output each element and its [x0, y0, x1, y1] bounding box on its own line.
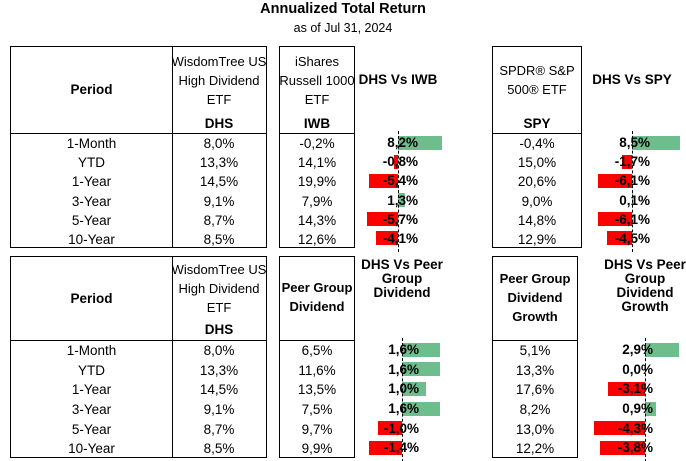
compare-value: -3,1% — [617, 381, 653, 397]
compare-row — [535, 419, 686, 439]
period-cell: 3-Year — [71, 402, 112, 417]
compare-value: -1,0% — [383, 420, 419, 436]
compare-row — [522, 191, 686, 210]
fund-name-line: Growth — [512, 308, 558, 324]
compare-header-line: DHS Vs IWB — [358, 72, 438, 87]
value-cell: 12,2% — [515, 441, 555, 457]
compare-value: 1,6% — [388, 401, 419, 416]
compare-row — [535, 399, 686, 419]
compare-row — [535, 360, 686, 380]
dhs-vs-iwb-column — [288, 46, 508, 248]
compare-value: 2,9% — [622, 342, 653, 357]
period-cell: 5-Year — [71, 212, 112, 228]
fund-name-line: ETF — [206, 91, 232, 107]
value-cell: 19,9% — [297, 174, 337, 190]
value-cell: 9,1% — [203, 193, 235, 209]
value-cell: 13,3% — [515, 362, 555, 378]
compare-value: -4,3% — [617, 420, 653, 436]
table-row — [11, 380, 266, 400]
period-cell: 1-Month — [66, 136, 117, 151]
compare-value: -6,1% — [614, 173, 650, 189]
value-cell: 14,5% — [199, 174, 239, 190]
fund-ticker: IWB — [303, 115, 331, 131]
compare-value: 0,9% — [622, 401, 653, 416]
value-cell: 8,2% — [519, 402, 551, 417]
compare-value: -4,1% — [382, 230, 418, 246]
table-benchmarks — [0, 46, 686, 248]
value-cell: 14,1% — [297, 155, 337, 171]
compare-header-line: Dividend — [373, 285, 431, 300]
value-cell: 9,0% — [521, 193, 553, 209]
fund-name-line: Peer Group — [281, 280, 353, 295]
compare-value: 1,3% — [387, 192, 418, 208]
fund-ticker: SPY — [523, 115, 551, 131]
value-cell: 14,3% — [297, 212, 337, 228]
compare-header-line: Group — [624, 271, 666, 286]
table-row — [11, 420, 266, 440]
dhs-vs-peer-dividend-growth-column — [535, 256, 686, 458]
fund-name-line: High Dividend — [178, 72, 260, 88]
value-cell: 8,7% — [203, 421, 235, 437]
value-cell: 13,5% — [297, 382, 337, 398]
value-cell: 14,5% — [199, 382, 239, 398]
compare-header — [522, 73, 686, 87]
compare-row — [292, 379, 512, 399]
value-cell: 8,5% — [203, 231, 235, 247]
compare-row — [288, 133, 508, 152]
period-cell: 1-Year — [71, 382, 112, 398]
table-row — [11, 361, 266, 381]
value-cell: 7,5% — [301, 402, 333, 417]
period-cell: 1-Year — [71, 174, 112, 190]
compare-value: -1,4% — [383, 440, 419, 456]
value-cell: 8,7% — [203, 212, 235, 228]
compare-header-line: DHS Vs Peer — [604, 257, 686, 272]
period-cell: YTD — [78, 155, 105, 171]
compare-row — [522, 229, 686, 248]
compare-value: 0,0% — [622, 361, 653, 377]
table-row — [11, 192, 266, 211]
value-cell: 6,5% — [301, 343, 333, 358]
fund-name-line: SPDR® S&P — [499, 63, 575, 78]
value-cell: 12,6% — [297, 231, 337, 247]
compare-row — [522, 152, 686, 171]
table-row — [11, 172, 266, 191]
table-row — [11, 400, 266, 420]
fund-name-line: Peer Group — [499, 270, 571, 286]
compare-row — [288, 210, 508, 229]
table-row — [11, 153, 266, 172]
fund-name-line: 500® ETF — [507, 82, 567, 97]
fund-name-line: Russell 1000 — [279, 72, 355, 88]
compare-value: -3,8% — [617, 440, 653, 456]
compare-row — [535, 438, 686, 458]
period-cell: 5-Year — [71, 421, 112, 437]
fund-name — [172, 47, 266, 113]
compare-row — [522, 210, 686, 229]
period-dhs-box — [10, 46, 267, 248]
value-cell: 13,0% — [515, 421, 555, 437]
compare-value: 1,6% — [388, 342, 419, 357]
dhs-vs-spy-column — [522, 46, 686, 248]
compare-row — [288, 171, 508, 190]
compare-value: -6,1% — [614, 211, 650, 227]
table-row — [11, 341, 266, 361]
fund-ticker: DHS — [204, 321, 234, 337]
compare-value: -5,7% — [382, 211, 418, 227]
table-row — [11, 439, 266, 459]
value-cell: 5,1% — [519, 343, 551, 358]
value-cell: 7,9% — [301, 193, 333, 209]
value-cell: -0,2% — [299, 136, 335, 151]
fund-ticker: DHS — [204, 115, 234, 131]
period-header: Period — [70, 82, 113, 97]
compare-row — [288, 152, 508, 171]
page-subtitle: as of Jul 31, 2024 — [293, 21, 393, 35]
value-cell: -0,4% — [519, 136, 555, 151]
compare-value: 1,0% — [388, 381, 419, 397]
fund-name — [172, 257, 266, 319]
value-cell: 9,7% — [301, 421, 333, 437]
compare-value: 8,2% — [387, 135, 418, 150]
table-row — [11, 134, 266, 153]
period-header: Period — [70, 290, 113, 306]
fund-name-line: WisdomTree US — [171, 261, 267, 277]
fund-name-line: iShares — [294, 53, 340, 69]
compare-header-line: DHS Vs Peer — [361, 257, 443, 272]
compare-row — [288, 229, 508, 248]
fund-name-line: Dividend — [289, 299, 345, 314]
fund-name-line: Dividend — [507, 289, 563, 305]
compare-header — [288, 73, 508, 87]
value-cell: 14,8% — [517, 212, 557, 228]
compare-row — [535, 340, 686, 360]
compare-row — [292, 340, 512, 360]
compare-value: 1,6% — [388, 361, 419, 377]
compare-row — [522, 133, 686, 152]
period-cell: 10-Year — [68, 231, 115, 247]
value-cell: 13,3% — [199, 362, 239, 378]
value-cell: 15,0% — [517, 155, 557, 171]
value-cell: 8,0% — [203, 343, 235, 358]
period-cell: 3-Year — [71, 193, 112, 209]
compare-value: 0,1% — [619, 192, 650, 208]
value-cell: 12,9% — [517, 231, 557, 247]
table-peer-groups — [0, 256, 686, 458]
value-cell: 8,5% — [203, 441, 235, 457]
period-cell: 1-Month — [66, 343, 117, 358]
compare-row — [535, 379, 686, 399]
table-row — [11, 211, 266, 230]
period-dhs-box — [10, 256, 267, 458]
period-cell: YTD — [78, 362, 105, 378]
compare-row — [522, 171, 686, 190]
compare-value: -0,8% — [382, 154, 418, 170]
compare-header-line: Growth — [621, 299, 669, 314]
compare-header-line: Dividend — [616, 285, 674, 300]
compare-value: 8,5% — [619, 135, 650, 150]
value-cell: 9,9% — [301, 441, 333, 457]
compare-value: -5,4% — [382, 173, 418, 189]
compare-row — [292, 399, 512, 419]
compare-header-line: Group — [381, 271, 423, 286]
value-cell: 8,0% — [203, 136, 235, 151]
fund-name-line: High Dividend — [178, 280, 260, 296]
compare-header-line: DHS Vs SPY — [592, 72, 672, 87]
table-row — [11, 230, 266, 249]
value-cell: 11,6% — [298, 362, 336, 378]
value-cell: 9,1% — [203, 402, 235, 417]
dhs-vs-peer-dividend-column — [289, 256, 512, 458]
page-title: Annualized Total Return — [260, 1, 426, 17]
value-cell: 17,6% — [515, 382, 555, 398]
compare-row — [288, 191, 508, 210]
compare-row — [292, 360, 512, 380]
fund-name-line: WisdomTree US — [171, 53, 267, 69]
compare-header — [292, 258, 512, 300]
compare-value: -4,5% — [614, 230, 650, 246]
fund-name-line: ETF — [206, 299, 232, 315]
value-cell: 13,3% — [199, 155, 239, 171]
compare-row — [292, 438, 512, 458]
compare-value: -1,7% — [614, 154, 650, 170]
value-cell: 20,6% — [517, 174, 557, 190]
fund-name-line: ETF — [304, 91, 330, 107]
compare-header — [535, 258, 686, 314]
compare-row — [292, 419, 512, 439]
period-cell: 10-Year — [68, 441, 115, 457]
